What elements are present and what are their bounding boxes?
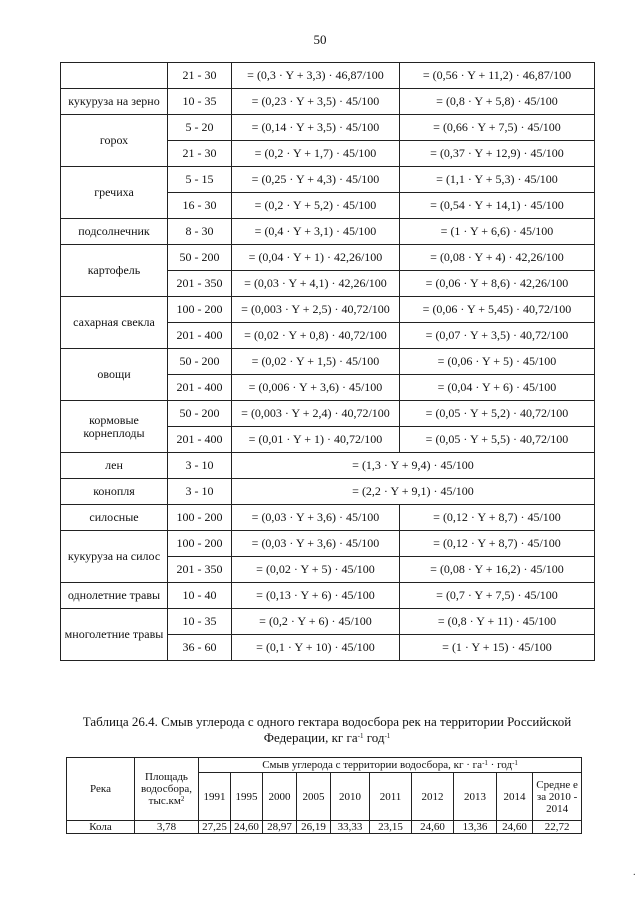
yield-range: 3 - 10	[168, 453, 232, 479]
table-row	[61, 401, 595, 427]
year-header: 2000	[263, 773, 297, 821]
formula-1: = (0,23 · Y + 3,5) · 45/100	[232, 89, 400, 115]
page-number: 50	[313, 32, 327, 47]
flux-value: 23,15	[370, 821, 412, 834]
yield-range: 10 - 35	[168, 89, 232, 115]
yield-range: 10 - 40	[168, 583, 232, 609]
table-row	[61, 167, 595, 193]
yield-range: 50 - 200	[168, 349, 232, 375]
formula-1: = (0,04 · Y + 1) · 42,26/100	[232, 245, 400, 271]
flux-value: 13,36	[454, 821, 497, 834]
formula-2: = (0,06 · Y + 8,6) · 42,26/100	[400, 271, 595, 297]
table-row	[61, 583, 595, 609]
table-caption	[60, 714, 594, 746]
yield-range: 10 - 35	[168, 609, 232, 635]
flux-value: 33,33	[331, 821, 370, 834]
crop-name: кукуруза на зерно	[61, 89, 168, 115]
formula-1: = (0,02 · Y + 1,5) · 45/100	[232, 349, 400, 375]
formula-1: = (0,003 · Y + 2,4) · 40,72/100	[232, 401, 400, 427]
formula-1: = (0,2 · Y + 5,2) · 45/100	[232, 193, 400, 219]
yield-range: 201 - 350	[168, 557, 232, 583]
formula-1: = (0,003 · Y + 2,5) · 40,72/100	[232, 297, 400, 323]
flux-value: 24,60	[412, 821, 454, 834]
formula-1: = (0,03 · Y + 3,6) · 45/100	[232, 505, 400, 531]
flux-value: 28,97	[263, 821, 297, 834]
formula-1: = (0,14 · Y + 3,5) · 45/100	[232, 115, 400, 141]
formula-1: = (0,4 · Y + 3,1) · 45/100	[232, 219, 400, 245]
table-row	[61, 609, 595, 635]
year-header: 2010	[331, 773, 370, 821]
table-row	[61, 453, 595, 479]
formula-1: = (0,02 · Y + 0,8) · 40,72/100	[232, 323, 400, 349]
formula-2: = (0,8 · Y + 11) · 45/100	[400, 609, 595, 635]
formula-2: = (0,7 · Y + 7,5) · 45/100	[400, 583, 595, 609]
formula-1: = (0,02 · Y + 5) · 45/100	[232, 557, 400, 583]
table-row	[61, 89, 595, 115]
formula-2: = (0,54 · Y + 14,1) · 45/100	[400, 193, 595, 219]
yield-range: 16 - 30	[168, 193, 232, 219]
basin-area: 3,78	[135, 821, 199, 834]
yield-range: 201 - 400	[168, 427, 232, 453]
caption-line-2: Федерации, кг $га^{-1}$ год$^{-1}$	[263, 730, 391, 745]
formula-2: = (0,08 · Y + 4) · 42,26/100	[400, 245, 595, 271]
formula-2: = (0,05 · Y + 5,2) · 40,72/100	[400, 401, 595, 427]
formula-2: = (0,8 · Y + 5,8) · 45/100	[400, 89, 595, 115]
table-row	[61, 115, 595, 141]
table-row	[61, 531, 595, 557]
crop-name: лен	[61, 453, 168, 479]
formula-2: = (0,04 · Y + 6) · 45/100	[400, 375, 595, 401]
river-header: Река	[67, 758, 135, 821]
table-row	[61, 245, 595, 271]
formula-1: = (1,3 · Y + 9,4) · 45/100	[232, 453, 595, 479]
yield-range: 3 - 10	[168, 479, 232, 505]
formula-1: = (2,2 · Y + 9,1) · 45/100	[232, 479, 595, 505]
yield-range: 100 - 200	[168, 297, 232, 323]
year-header: 1995	[231, 773, 263, 821]
table-row	[67, 821, 582, 834]
crop-name: гречиха	[61, 167, 168, 219]
flux-mean: 22,72	[533, 821, 582, 834]
formula-2: = (0,56 · Y + 11,2) · 46,87/100	[400, 63, 595, 89]
margin-mark: ·	[632, 870, 636, 881]
formula-1: = (0,2 · Y + 1,7) · 45/100	[232, 141, 400, 167]
yield-range: 201 - 400	[168, 323, 232, 349]
table-row	[61, 479, 595, 505]
formula-2: = (0,06 · Y + 5) · 45/100	[400, 349, 595, 375]
yield-range: 201 - 400	[168, 375, 232, 401]
yield-range: 5 - 15	[168, 167, 232, 193]
crop-name: однолетние травы	[61, 583, 168, 609]
table-row	[61, 297, 595, 323]
formula-1: = (0,03 · Y + 4,1) · 42,26/100	[232, 271, 400, 297]
formula-2: = (0,07 · Y + 3,5) · 40,72/100	[400, 323, 595, 349]
crop-name: горох	[61, 115, 168, 167]
year-header: 2011	[370, 773, 412, 821]
area-header: Площадь водосбора, $тыс.км^2$	[135, 758, 199, 821]
yield-range: 8 - 30	[168, 219, 232, 245]
flux-group-header: Смыв углерода с территории водосбора, кг · $га^{-1} \cdot год^{-1}$	[199, 758, 582, 773]
yield-range: 36 - 60	[168, 635, 232, 661]
caption-line-1: Таблица 26.4. Смыв углерода с одного гектара водосбора рек на территории Российской	[82, 714, 572, 729]
table-row	[61, 349, 595, 375]
formula-1: = (0,03 · Y + 3,6) · 45/100	[232, 531, 400, 557]
flux-value: 24,60	[497, 821, 533, 834]
formula-2: = (0,37 · Y + 12,9) · 45/100	[400, 141, 595, 167]
crop-name: сахарная свекла	[61, 297, 168, 349]
formula-1: = (0,2 · Y + 6) · 45/100	[232, 609, 400, 635]
formula-1: = (0,1 · Y + 10) · 45/100	[232, 635, 400, 661]
formula-2: = (0,12 · Y + 8,7) · 45/100	[400, 531, 595, 557]
table-row	[61, 505, 595, 531]
crop-name: картофель	[61, 245, 168, 297]
formula-2: = (0,08 · Y + 16,2) · 45/100	[400, 557, 595, 583]
year-header: 1991	[199, 773, 231, 821]
formula-1: = (0,25 · Y + 4,3) · 45/100	[232, 167, 400, 193]
formula-1: = (0,01 · Y + 1) · 40,72/100	[232, 427, 400, 453]
formula-2: = (0,06 · Y + 5,45) · 40,72/100	[400, 297, 595, 323]
year-header: 2005	[297, 773, 331, 821]
crop-name: силосные	[61, 505, 168, 531]
year-header: 2013	[454, 773, 497, 821]
formula-2: = (1 · Y + 6,6) · 45/100	[400, 219, 595, 245]
yield-range: 100 - 200	[168, 505, 232, 531]
crop-name: конопля	[61, 479, 168, 505]
formula-1: = (0,13 · Y + 6) · 45/100	[232, 583, 400, 609]
formula-2: = (0,66 · Y + 7,5) · 45/100	[400, 115, 595, 141]
crop-name	[61, 63, 168, 89]
crop-name: овощи	[61, 349, 168, 401]
yield-range: 21 - 30	[168, 63, 232, 89]
formula-1: = (0,3 · Y + 3,3) · 46,87/100	[232, 63, 400, 89]
yield-range: 50 - 200	[168, 401, 232, 427]
yield-range: 50 - 200	[168, 245, 232, 271]
formula-2: = (1 · Y + 15) · 45/100	[400, 635, 595, 661]
formula-1: = (0,006 · Y + 3,6) · 45/100	[232, 375, 400, 401]
mean-header: Средне е за 2010 - 2014	[533, 773, 582, 821]
yield-range: 21 - 30	[168, 141, 232, 167]
table-row	[61, 219, 595, 245]
formula-2: = (1,1 · Y + 5,3) · 45/100	[400, 167, 595, 193]
year-header: 2012	[412, 773, 454, 821]
formula-2: = (0,05 · Y + 5,5) · 40,72/100	[400, 427, 595, 453]
year-header: 2014	[497, 773, 533, 821]
yield-range: 100 - 200	[168, 531, 232, 557]
crop-name: кукуруза на силос	[61, 531, 168, 583]
formula-2: = (0,12 · Y + 8,7) · 45/100	[400, 505, 595, 531]
carbon-flux-table	[66, 757, 582, 834]
flux-value: 26,19	[297, 821, 331, 834]
flux-value: 27,25	[199, 821, 231, 834]
flux-value: 24,60	[231, 821, 263, 834]
carbon-formula-table	[60, 62, 595, 661]
river-name: Кола	[67, 821, 135, 834]
yield-range: 201 - 350	[168, 271, 232, 297]
yield-range: 5 - 20	[168, 115, 232, 141]
table-row	[61, 63, 595, 89]
crop-name: кормовые корнеплоды	[61, 401, 168, 453]
crop-name: многолетние травы	[61, 609, 168, 661]
crop-name: подсолнечник	[61, 219, 168, 245]
